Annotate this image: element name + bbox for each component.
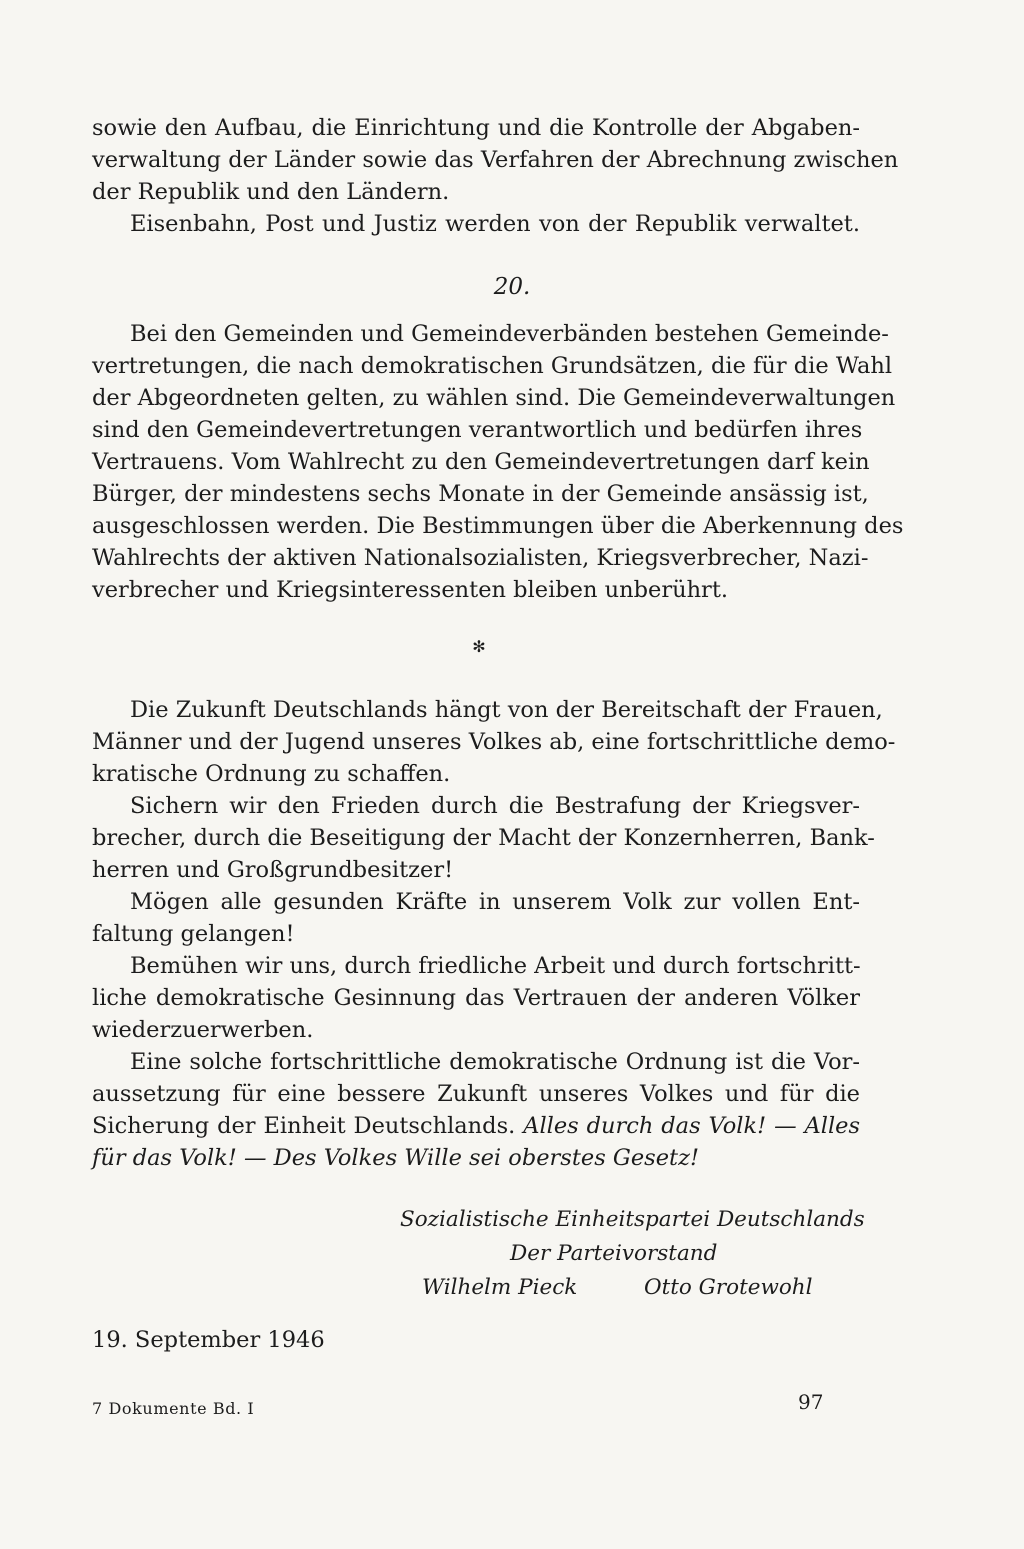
text-line: brecher, durch die Beseitigung der Macht der Konzernherren, Bank- bbox=[92, 825, 875, 851]
text-line: faltung gelangen! bbox=[92, 921, 295, 947]
text-line: Sichern wir den Frieden durch die Bestrafung der Kriegsver- bbox=[130, 793, 860, 819]
text-line: verbrecher und Kriegsinteressenten bleiben unberührt. bbox=[92, 577, 729, 603]
text-line: liche demokratische Gesinnung das Vertrauen der anderen Völker bbox=[92, 985, 860, 1011]
separator-asterisk: ✻ bbox=[472, 637, 486, 656]
text-line: der Republik und den Ländern. bbox=[92, 179, 450, 205]
text-line: Mögen alle gesunden Kräfte in unserem Volk zur vollen Ent- bbox=[130, 889, 860, 915]
section-number: 20. bbox=[493, 274, 531, 300]
document-date: 19. September 1946 bbox=[92, 1327, 325, 1353]
text-line: Die Zukunft Deutschlands hängt von der Bereitschaft der Frauen, bbox=[130, 697, 883, 723]
text-line: Vertrauens. Vom Wahlrecht zu den Gemeindevertretungen darf kein bbox=[92, 449, 870, 475]
text-line: Männer und der Jugend unseres Volkes ab, eine fortschrittliche demo- bbox=[92, 729, 896, 755]
signature-body: Der Parteivorstand bbox=[510, 1241, 718, 1266]
text-line: der Abgeordneten gelten, zu wählen sind. Die Gemeindeverwaltungen bbox=[92, 385, 896, 411]
text-line: sowie den Aufbau, die Einrichtung und die Kontrolle der Abgaben- bbox=[92, 115, 860, 141]
text-span: Sicherung der Einheit Deutschlands. bbox=[92, 1113, 516, 1139]
text-line: aussetzung für eine bessere Zukunft unseres Volkes und für die bbox=[92, 1081, 860, 1107]
text-line: sind den Gemeindevertretungen verantwortlich und bedürfen ihres bbox=[92, 417, 863, 443]
text-line: Bemühen wir uns, durch friedliche Arbeit und durch fortschritt- bbox=[130, 953, 861, 979]
slogan-text: Alles durch das Volk! — Alles bbox=[523, 1113, 860, 1139]
text-line: Eisenbahn, Post und Justiz werden von der Republik verwaltet. bbox=[130, 211, 860, 237]
text-line: herren und Großgrundbesitzer! bbox=[92, 857, 454, 883]
slogan-text: für das Volk! — Des Volkes Wille sei oberstes Gesetz! bbox=[92, 1145, 699, 1171]
text-line: verwaltung der Länder sowie das Verfahren der Abrechnung zwischen bbox=[92, 147, 899, 173]
sheet-signature-mark: 7 Dokumente Bd. I bbox=[92, 1399, 255, 1418]
text-line: wiederzuerwerben. bbox=[92, 1017, 314, 1043]
text-line: Eine solche fortschrittliche demokratische Ordnung ist die Vor- bbox=[130, 1049, 860, 1075]
signature-signer: Otto Grotewohl bbox=[644, 1275, 813, 1300]
text-line: vertretungen, die nach demokratischen Grundsätzen, die für die Wahl bbox=[92, 353, 893, 379]
text-line: Wahlrechts der aktiven Nationalsozialisten, Kriegsverbrecher, Nazi- bbox=[92, 545, 869, 571]
text-line: Bei den Gemeinden und Gemeindeverbänden bestehen Gemeinde- bbox=[130, 321, 889, 347]
page-number: 97 bbox=[798, 1390, 824, 1414]
signature-party: Sozialistische Einheitspartei Deutschlands bbox=[400, 1207, 865, 1232]
text-line: ausgeschlossen werden. Die Bestimmungen über die Aberkennung des bbox=[92, 513, 904, 539]
signature-signer: Wilhelm Pieck bbox=[422, 1275, 578, 1300]
text-line: kratische Ordnung zu schaffen. bbox=[92, 761, 451, 787]
text-line: Bürger, der mindestens sechs Monate in der Gemeinde ansässig ist, bbox=[92, 481, 869, 507]
text-line bbox=[92, 1110, 860, 1142]
